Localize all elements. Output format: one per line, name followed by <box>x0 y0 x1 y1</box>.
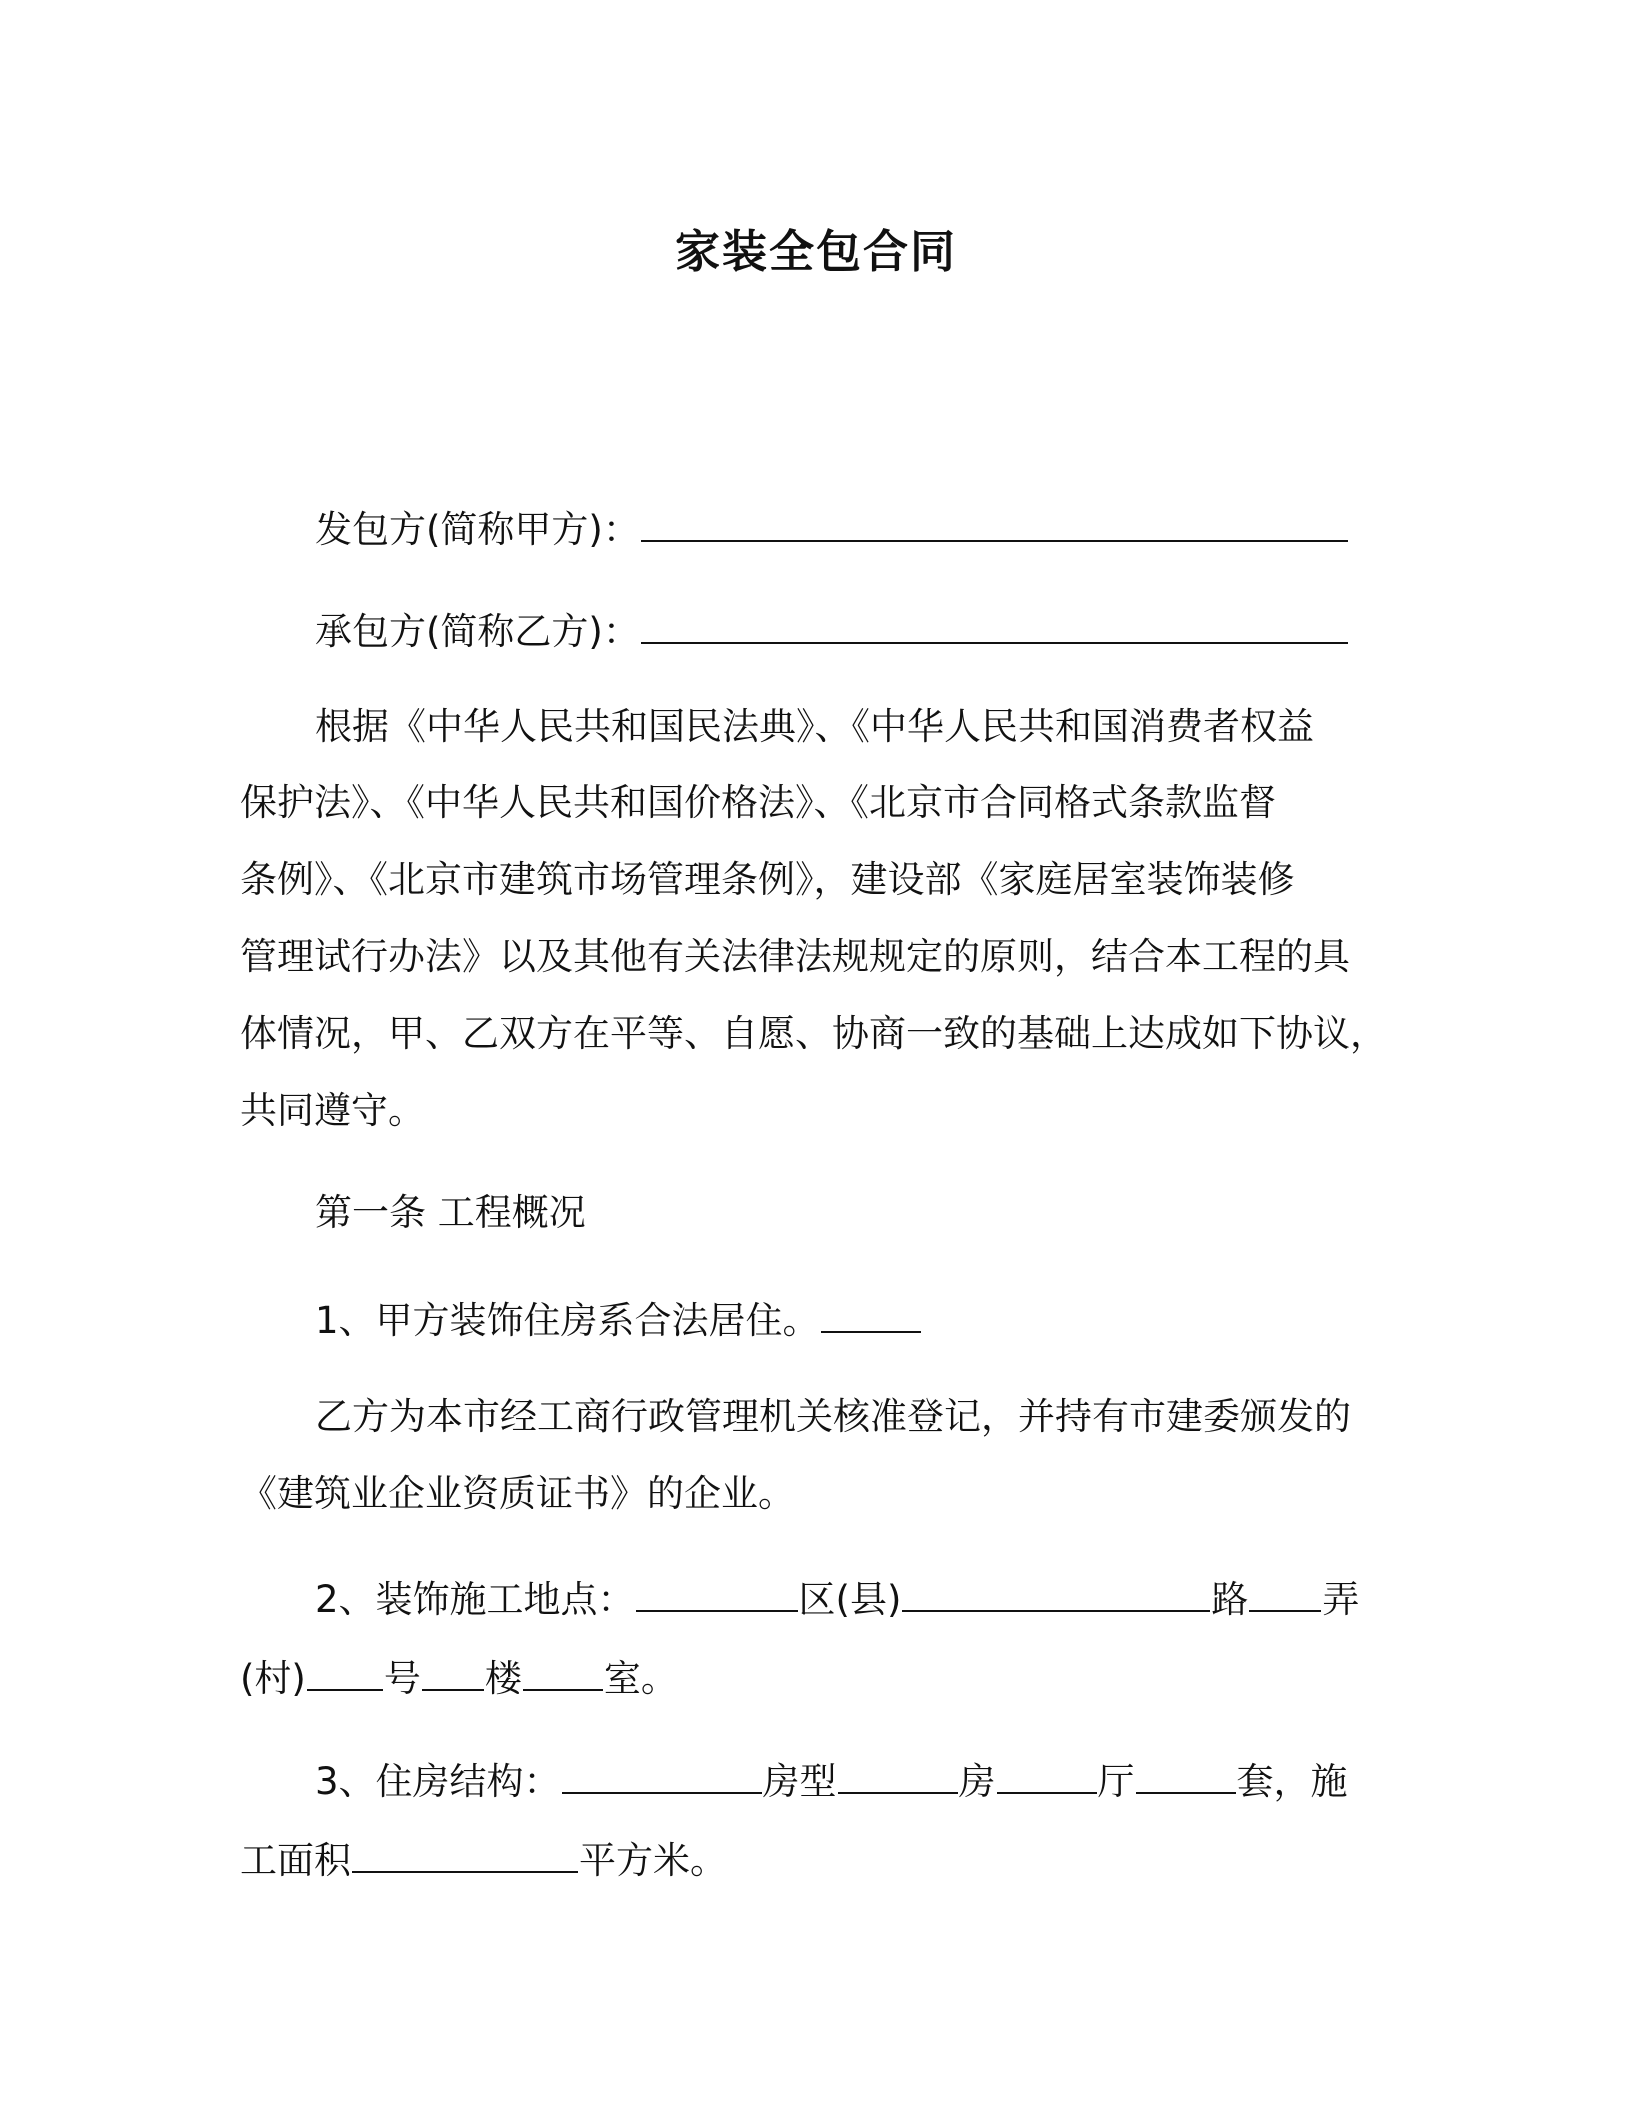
number-blank[interactable] <box>422 1651 484 1691</box>
village-blank[interactable] <box>307 1651 383 1691</box>
item-3-area-label: 工面积 <box>240 1839 351 1882</box>
rooms-blank[interactable] <box>997 1754 1097 1794</box>
type-blank[interactable] <box>838 1754 958 1794</box>
item-2-number: 号 <box>383 1657 421 1700</box>
item-1-text: 1、甲方装饰住房系合法居住。 <box>315 1299 820 1342</box>
item-2-road: 路 <box>1211 1578 1249 1621</box>
item-2-building: 楼 <box>484 1657 522 1700</box>
preamble-line-2: 保护法》、《中华人民共和国价格法》、《北京市合同格式条款监督 <box>240 781 1276 824</box>
item-2-prefix: 2、装饰施工地点： <box>315 1578 635 1621</box>
road-blank[interactable] <box>902 1572 1210 1612</box>
preamble-line-5: 体情况，甲、乙双方在平等、自愿、协商一致的基础上达成如下协议， <box>240 1012 1387 1055</box>
building-blank[interactable] <box>523 1651 603 1691</box>
party-a-line <box>315 502 1349 555</box>
item-3-line-2 <box>240 1833 727 1886</box>
party-b-line <box>315 604 1349 657</box>
party-a-label: 发包方(简称甲方)： <box>315 508 640 551</box>
party-b-label: 承包方(简称乙方)： <box>315 610 640 653</box>
item-1b-line-2: 《建筑业企业资质证书》的企业。 <box>240 1472 795 1515</box>
item-2-line-2 <box>240 1651 678 1704</box>
item-2-district: 区(县) <box>798 1578 902 1621</box>
item-3-unit: 平方米。 <box>579 1839 727 1882</box>
item-2-village: (村) <box>240 1657 306 1700</box>
item-1b-line-1: 乙方为本市经工商行政管理机关核准登记，并持有市建委颁发的 <box>315 1395 1351 1438</box>
item-3-sets: 套，施 <box>1236 1760 1348 1803</box>
item-3-rooms: 房 <box>958 1760 996 1803</box>
item-2-lane: 弄 <box>1322 1578 1360 1621</box>
preamble-line-6: 共同遵守。 <box>240 1089 425 1132</box>
item-2-room: 室。 <box>603 1657 678 1700</box>
item-3-line-1 <box>315 1754 1348 1807</box>
party-a-blank[interactable] <box>641 502 1348 542</box>
party-b-blank[interactable] <box>641 604 1348 644</box>
article-1-heading: 第一条 工程概况 <box>315 1191 586 1234</box>
halls-blank[interactable] <box>1136 1754 1236 1794</box>
district-blank[interactable] <box>636 1572 798 1612</box>
item-3-type: 房型 <box>762 1760 837 1803</box>
item-3-halls: 厅 <box>1097 1760 1135 1803</box>
structure-blank[interactable] <box>562 1754 762 1794</box>
preamble-line-4: 管理试行办法》以及其他有关法律法规规定的原则，结合本工程的具 <box>240 935 1350 978</box>
item-3-prefix: 3、住房结构： <box>315 1760 561 1803</box>
preamble-line-3: 条例》、《北京市建筑市场管理条例》，建设部《家庭居室装饰装修 <box>240 858 1295 901</box>
item-2-line-1 <box>315 1572 1359 1625</box>
item-1-line <box>315 1293 922 1346</box>
preamble-line-1: 根据《中华人民共和国民法典》、《中华人民共和国消费者权益 <box>315 705 1314 748</box>
area-blank[interactable] <box>352 1833 578 1873</box>
lane-blank[interactable] <box>1249 1572 1321 1612</box>
document-title: 家装全包合同 <box>674 225 957 278</box>
item-1-blank[interactable] <box>821 1293 921 1333</box>
